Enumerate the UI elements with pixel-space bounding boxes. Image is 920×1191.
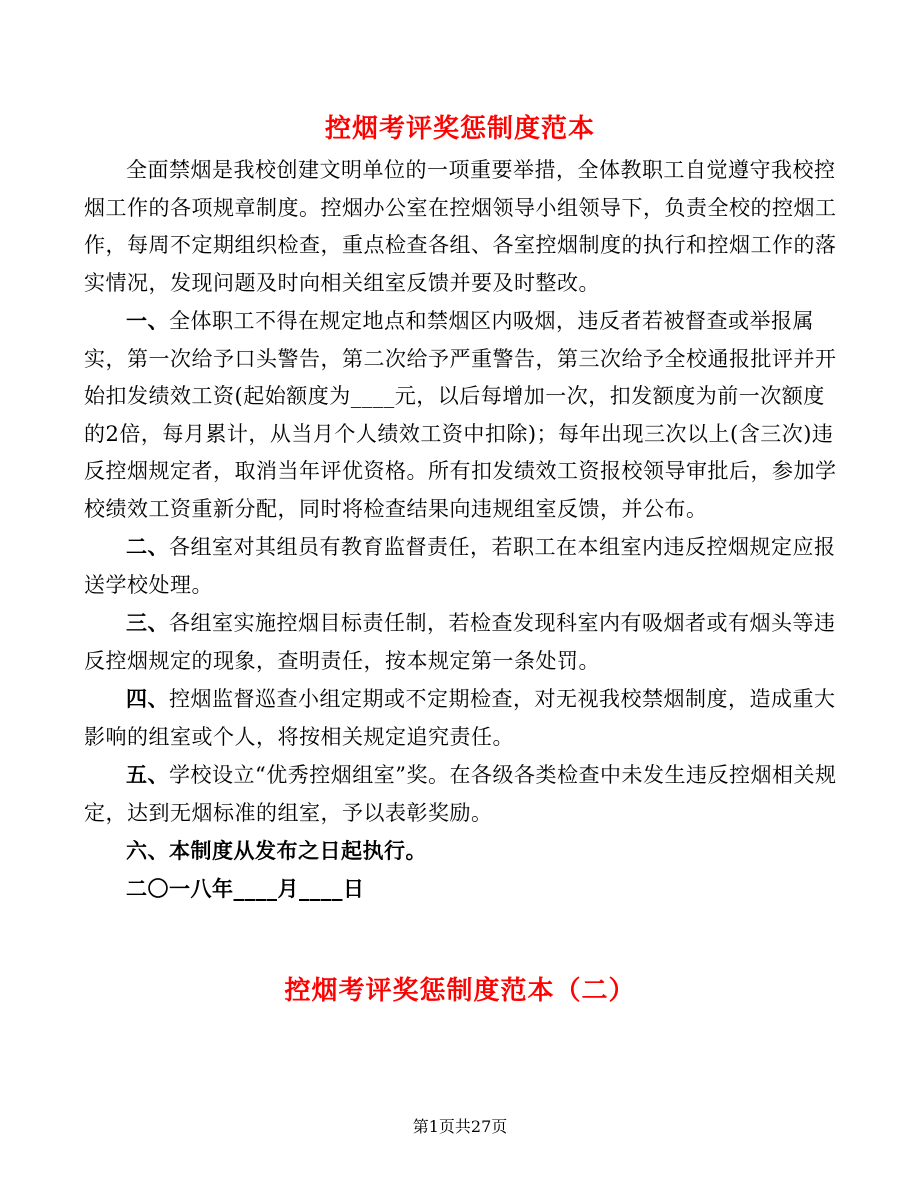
clause-3-lead: 三、: [126, 610, 169, 635]
clause-1: [84, 302, 838, 528]
clause-5-text: 学校设立“优秀控烟组室”奖。在各级各类检查中未发生违反控烟相关规定，达到无烟标准的组室，予以表彰奖励。: [84, 763, 837, 825]
clause-2: [84, 528, 838, 604]
clause-1-lead: 一、: [126, 308, 169, 333]
clause-4-text: 控烟监督巡查小组定期或不定期检查，对无视我校禁烟制度，造成重大影响的组室或个人，将按相关规定追究责任。: [84, 687, 836, 749]
intro-paragraph: 全面禁烟是我校创建文明单位的一项重要举措，全体教职工自觉遵守我校控烟工作的各项规章制度。控烟办公室在控烟领导小组领导下，负责全校的控烟工作，每周不定期组织检查，重点检查各组、各室控烟制度的执行和控烟工作的落实情况，发现问题及时向相关组室反馈并要及时整改。: [84, 158, 837, 295]
clause-3-text: 各组室实施控烟目标责任制，若检查发现科室内有吸烟者或有烟头等违反控烟规定的现象，查明责任，按本规定第一条处罚。: [84, 611, 836, 673]
document-title: 控烟考评奖惩制度范本: [324, 114, 595, 144]
clause-1-text: 全体职工不得在规定地点和禁烟区内吸烟，违反者若被督查或举报属实，第一次给予口头警告，第二次给予严重警告，第三次给予全校通报批评并开始扣发绩效工资(起始额度为____元，以后每增加一次，扣发额度为前一次额度的2倍，每月累计，从当月个人绩效工资中扣除)；每年出现三次以上(含三次)违反控烟规定者，取消当年评优资格。所有扣发绩效工资报校领导审批后，参加学校绩效工资重新分配，同时将检查结果向违规组室反馈，并公布。: [84, 309, 837, 521]
clause-4-lead: 四、: [126, 686, 169, 711]
clause-2-text: 各组室对其组员有教育监督责任，若职工在本组室内违反控烟规定应报送学校处理。: [84, 535, 836, 597]
closing-clause: 六、本制度从发布之日起执行。: [126, 838, 427, 863]
clause-2-lead: 二、: [126, 534, 169, 559]
second-document-title: 控烟考评奖惩制度范本（二）: [284, 976, 636, 1006]
page-number: 第1页共27页: [412, 1117, 508, 1136]
clause-3: [84, 604, 838, 680]
document-body: [84, 152, 838, 907]
clause-5-lead: 五、: [126, 762, 169, 787]
clause-5: [84, 756, 838, 832]
clause-4: [84, 680, 838, 756]
document-date: 二〇一八年____月____日: [126, 875, 365, 901]
